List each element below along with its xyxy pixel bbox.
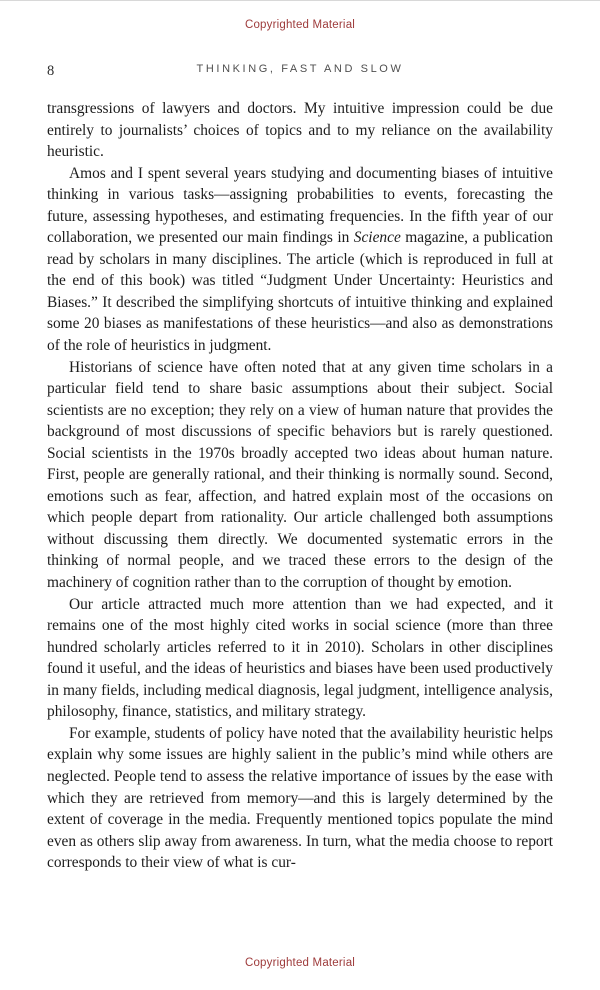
running-header	[0, 63, 600, 79]
text-run: For example, students of policy have noted that the availability heuristic helps explain why some issues are highly salient in the public’s mind while others are neglected. People tend to assess the relative importance of issues by the ease with which they are retrieved from memory—and this is largely determined by the extent of coverage in the media. Frequently mentioned topics populate the mind even as others slip away from awareness. In turn, what the media choose to report corresponds to their view of what is cur-	[47, 724, 553, 872]
italic-text-run: Science	[353, 229, 401, 247]
copyright-notice-top: Copyrighted Material	[244, 19, 356, 31]
running-header-title: THINKING, FAST AND SLOW	[196, 63, 404, 75]
paragraph	[47, 98, 553, 163]
paragraph	[47, 723, 553, 874]
text-run: magazine, a publication read by scholars in many disciplines. The article (which is reproduced in full at the end of this book) was titled “Judgment Under Uncertainty: Heuristics and Biases.” It described the simplifying shortcuts of intuitive thinking and explained some 20 biases as manifestations of these heuristics—and also as demonstrations of the role of heuristics in judgment.	[47, 229, 553, 355]
body-text	[47, 98, 553, 874]
text-run: Historians of science have often noted that at any given time scholars in a particular field tend to share basic assumptions about their subject. Social scientists are no exception; they rely on a view of human nature that provides the background of most discussions of specific behaviors but is rarely questioned. Social scientists in the 1970s broadly accepted two ideas about human nature. First, people are generally rational, and their thinking is normally sound. Second, emotions such as fear, affection, and hatred explain most of the occasions on which people depart from rationality. Our article challenged both assumptions without discussing them directly. We documented systematic errors in the thinking of normal people, and we traced these errors to the design of the machinery of cognition rather than to the corruption of thought by emotion.	[47, 358, 553, 592]
text-run: transgressions of lawyers and doctors. My intuitive impression could be due entirely to journalists’ choices of topics and to my reliance on the availability heuristic.	[47, 100, 553, 161]
paragraph	[47, 163, 553, 357]
paragraph	[47, 357, 553, 594]
copyright-notice-bottom: Copyrighted Material	[244, 957, 356, 969]
paragraph	[47, 594, 553, 723]
text-run: Our article attracted much more attention than we had expected, and it remains one of the most highly cited works in social science (more than three hundred scholarly articles referred to it in 2010). Scholars in other disciplines found it useful, and the ideas of heuristics and biases have been used productively in many fields, including medical diagnosis, legal judgment, intelligence analysis, philosophy, finance, statistics, and military strategy.	[47, 595, 553, 721]
page-number: 8	[47, 63, 55, 79]
text-run: Amos and I spent several years studying and documenting biases of intuitive thinking in various tasks—assigning probabilities to events, forecasting the future, assessing hypotheses, and estimating frequencies. In the fifth year of our collaboration, we presented our main findings in	[47, 164, 553, 247]
